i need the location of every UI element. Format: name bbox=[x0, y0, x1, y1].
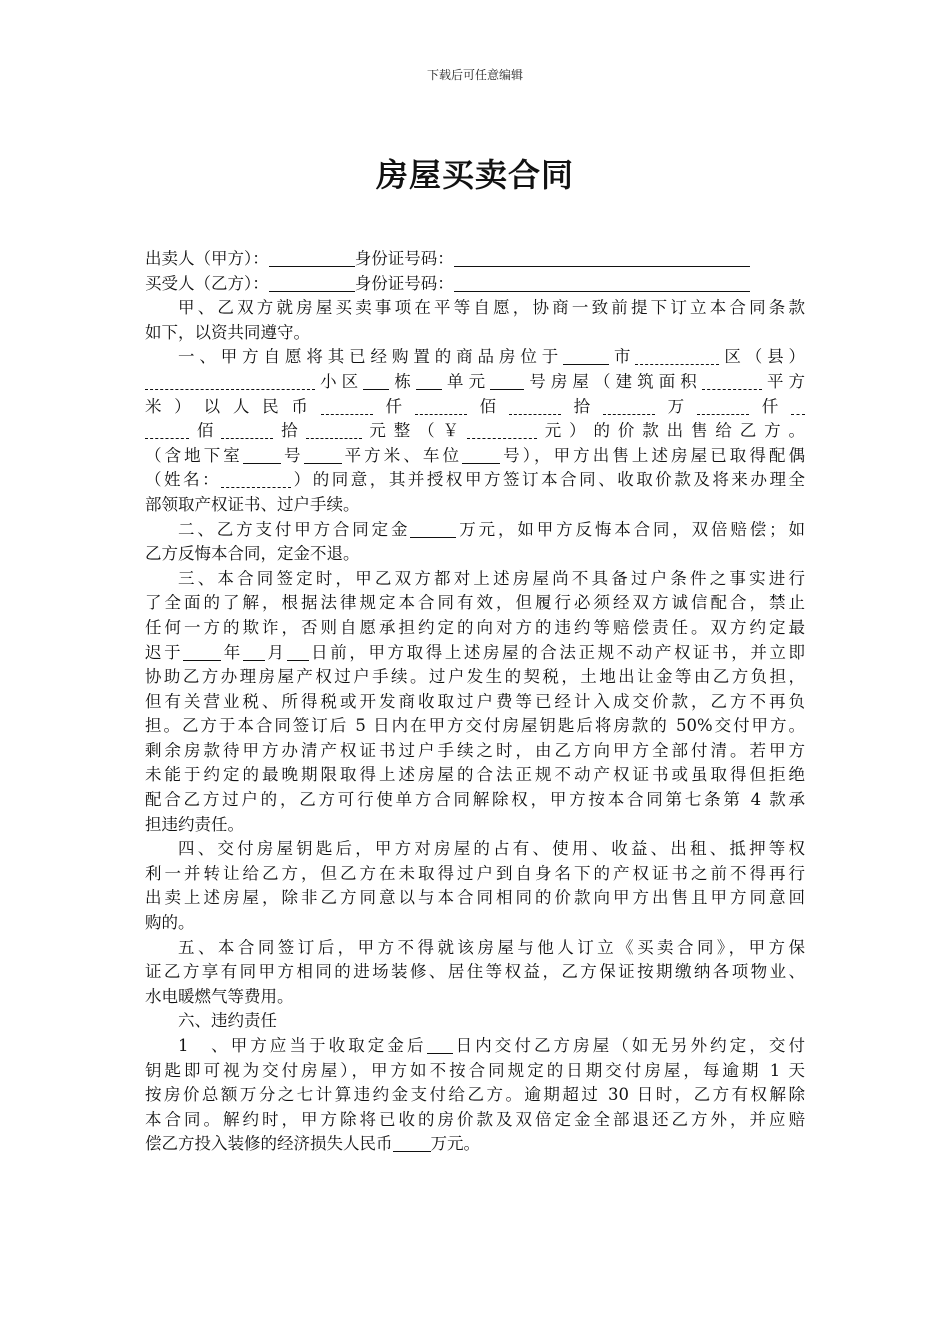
clause1-text: 佰 bbox=[189, 421, 222, 441]
clause1-text: 栋 bbox=[389, 371, 416, 391]
price-numeric-blank bbox=[467, 421, 537, 439]
buyer-id-blank bbox=[454, 274, 750, 292]
price-blank bbox=[603, 397, 655, 415]
clause3-line-7: 担。乙方于本合同签订后 5 日内在甲方交付房屋钥匙后将房款的 50%交付甲方。 bbox=[145, 716, 805, 736]
clause5-line-3: 水电暖燃气等费用。 bbox=[145, 986, 294, 1006]
clause3-line-5: 协助乙方办理房屋产权过户手续。过户发生的契税，土地出让金等由乙方负担， bbox=[145, 667, 805, 687]
clause6-text: 万元。 bbox=[430, 1134, 480, 1154]
clause1-text: 仟 bbox=[748, 396, 791, 416]
deposit-blank bbox=[410, 520, 456, 538]
clause3-line-9: 未能于约定的最晚期限取得上述房屋的合法正规不动产权证书或虽取得但拒绝 bbox=[145, 765, 805, 785]
clause1-text: 号 bbox=[280, 445, 304, 465]
clause1-line-6 bbox=[145, 468, 805, 493]
clause3-text: 日前，甲方取得上述房屋的合法正规不动产权证书，并立即 bbox=[308, 642, 805, 662]
clause1-text: 平方 bbox=[761, 371, 806, 391]
city-blank bbox=[563, 347, 609, 365]
clause3-line-4 bbox=[145, 641, 805, 666]
clause1-text: 单元 bbox=[441, 371, 491, 391]
clause1-text: （姓名： bbox=[145, 470, 222, 490]
clause3-line-3: 任何一方的欺诈，否则自愿承担约定的向对方的违约等赔偿责任。双方约定最 bbox=[145, 617, 805, 637]
clause4-line-3: 出卖上述房屋，除非乙方同意以与本合同相同的价款向甲方出售且甲方同意回 bbox=[145, 888, 805, 908]
day-blank bbox=[287, 643, 309, 661]
clause1-line-2 bbox=[145, 370, 805, 395]
clause1-text: 佰 bbox=[466, 396, 509, 416]
clause3-text: 年 bbox=[221, 642, 243, 662]
price-blank bbox=[791, 397, 805, 415]
unit-blank bbox=[416, 372, 442, 390]
seller-line bbox=[145, 247, 805, 272]
clause3-line-2: 了全面的了解，根据法律规定本合同有效，但履行必须经双方诚信配合，禁止 bbox=[145, 593, 805, 613]
price-blank bbox=[306, 421, 362, 439]
area-blank bbox=[702, 372, 762, 390]
clause1-text: 市 bbox=[609, 347, 636, 367]
price-blank bbox=[697, 397, 749, 415]
price-blank bbox=[145, 421, 189, 439]
basement-no-blank bbox=[243, 446, 281, 464]
clause1-line-1 bbox=[145, 345, 805, 370]
clause4-line-2: 利一并转让给乙方，但乙方在未取得过户到自身名下的产权证书之前不得再行 bbox=[145, 863, 805, 883]
clause1-text: 元）的价款出售给乙方。 bbox=[536, 421, 805, 441]
clause5-line-2: 证乙方享有同甲方相同的进场装修、居住等权益，乙方保证按期缴纳各项物业、 bbox=[145, 962, 805, 982]
clause1-text: 万 bbox=[654, 396, 697, 416]
clause4-line-4: 购的。 bbox=[145, 913, 195, 933]
year-blank bbox=[183, 643, 221, 661]
clause1-text: 仟 bbox=[372, 396, 415, 416]
document-title: 房屋买卖合同 bbox=[375, 156, 574, 194]
parking-no-blank bbox=[462, 446, 500, 464]
clause1-text: ）的同意，其并授权甲方签订本合同、收取价款及将来办理全 bbox=[291, 470, 806, 490]
seller-id-blank bbox=[454, 249, 750, 267]
clause3-line-10: 配合乙方过户的，乙方可行使单方合同解除权，甲方按本合同第七条第 4 款承 bbox=[145, 790, 805, 810]
clause5-line-1: 五、本合同签订后，甲方不得就该房屋与他人订立《买卖合同》，甲方保 bbox=[178, 937, 805, 957]
clause2-line-2: 乙方反悔本合同，定金不退。 bbox=[145, 544, 360, 564]
building-blank bbox=[363, 372, 389, 390]
buyer-label: 买受人（乙方）： bbox=[145, 273, 269, 293]
clause1-line-4 bbox=[145, 419, 805, 444]
clause6-line-5 bbox=[145, 1132, 805, 1157]
clause1-text: 区（县） bbox=[719, 347, 806, 367]
clause1-line-3 bbox=[145, 395, 805, 420]
clause6-line-2: 钥匙即可视为交付房屋），甲方如不按合同规定的日期交付房屋，每逾期 1 天 bbox=[145, 1060, 805, 1080]
clause3-line-8: 剩余房款待甲方办清产权证书过户手续之时，由乙方向甲方全部付清。若甲方 bbox=[145, 740, 805, 760]
clause1-text: 元整（￥ bbox=[361, 421, 467, 441]
clause1-line-7: 部领取产权证书、过户手续。 bbox=[145, 494, 360, 514]
clause3-line-11: 担违约责任。 bbox=[145, 814, 244, 834]
clause1-line-5 bbox=[145, 444, 805, 469]
room-blank bbox=[490, 372, 524, 390]
clause3-line-1: 三、本合同签定时，甲乙双方都对上述房屋尚不具备过户条件之事实进行 bbox=[178, 568, 805, 588]
clause6-line-4: 本合同。解约时，甲方除将已收的房价款及双倍定金全部退还乙方外，并应赔 bbox=[145, 1109, 805, 1129]
clause6-text: 偿乙方投入装修的经济损失人民币 bbox=[145, 1134, 393, 1154]
community-blank bbox=[145, 372, 315, 390]
preamble-line-2: 如下，以资共同遵守。 bbox=[145, 322, 310, 342]
clause6-text: 日内交付乙方房屋（如无另外约定，交付 bbox=[452, 1036, 805, 1055]
basement-area-blank bbox=[304, 446, 342, 464]
price-blank bbox=[415, 397, 467, 415]
clause1-text: 米）以人民币 bbox=[145, 396, 321, 416]
clause6-line-1 bbox=[145, 1034, 805, 1059]
clause1-text: 小区 bbox=[315, 371, 364, 391]
buyer-line bbox=[145, 272, 805, 297]
clause1-text: 号房屋（建筑面积 bbox=[524, 371, 702, 391]
delivery-days-blank bbox=[427, 1036, 453, 1054]
buyer-id-label: 身份证号码： bbox=[354, 273, 454, 293]
clause3-line-6: 但有关营业税、所得税或开发商收取过户费等已经计入成交价款，乙方不再负 bbox=[145, 691, 805, 711]
seller-name-blank bbox=[269, 249, 355, 267]
seller-label: 出卖人（甲方）： bbox=[145, 249, 269, 268]
clause3-text: 月 bbox=[264, 642, 287, 662]
clause2-line-1 bbox=[145, 518, 805, 543]
clause6-text: 1 、甲方应当于收取定金后 bbox=[178, 1036, 427, 1055]
clause1-text: 拾 bbox=[273, 421, 306, 441]
clause6-line-3: 按房价总额万分之七计算违约金支付给乙方。逾期超过 30 日时，乙方有权解除 bbox=[145, 1085, 805, 1105]
clause1-text: 号），甲方出售上述房屋已取得配偶 bbox=[500, 445, 806, 465]
compensation-blank bbox=[393, 1134, 431, 1152]
header-note: 下载后可任意编辑 bbox=[426, 68, 523, 82]
clause6-heading: 六、违约责任 bbox=[178, 1011, 277, 1031]
preamble-line-1: 甲、乙双方就房屋买卖事项在平等自愿，协商一致前提下订立本合同条款 bbox=[178, 298, 805, 318]
clause2-text: 万元，如甲方反悔本合同，双倍赔偿；如 bbox=[456, 519, 806, 539]
clause3-text: 迟于 bbox=[145, 642, 184, 662]
price-blank bbox=[509, 397, 561, 415]
clause1-text: 平方米、车位 bbox=[341, 445, 463, 465]
month-blank bbox=[243, 643, 265, 661]
contract-body bbox=[145, 247, 805, 1157]
seller-id-label: 身份证号码： bbox=[354, 249, 454, 268]
buyer-name-blank bbox=[269, 274, 355, 292]
clause1-text: （含地下室 bbox=[145, 445, 243, 465]
district-blank bbox=[635, 347, 719, 365]
clause1-text: 一、甲方自愿将其已经购置的商品房位于 bbox=[178, 347, 564, 367]
clause2-text: 二、乙方支付甲方合同定金 bbox=[178, 519, 411, 539]
price-blank bbox=[221, 421, 273, 439]
price-blank bbox=[321, 397, 373, 415]
clause4-line-1: 四、交付房屋钥匙后，甲方对房屋的占有、使用、收益、出租、抵押等权 bbox=[178, 839, 805, 859]
spouse-name-blank bbox=[221, 470, 291, 488]
clause1-text: 拾 bbox=[560, 396, 603, 416]
